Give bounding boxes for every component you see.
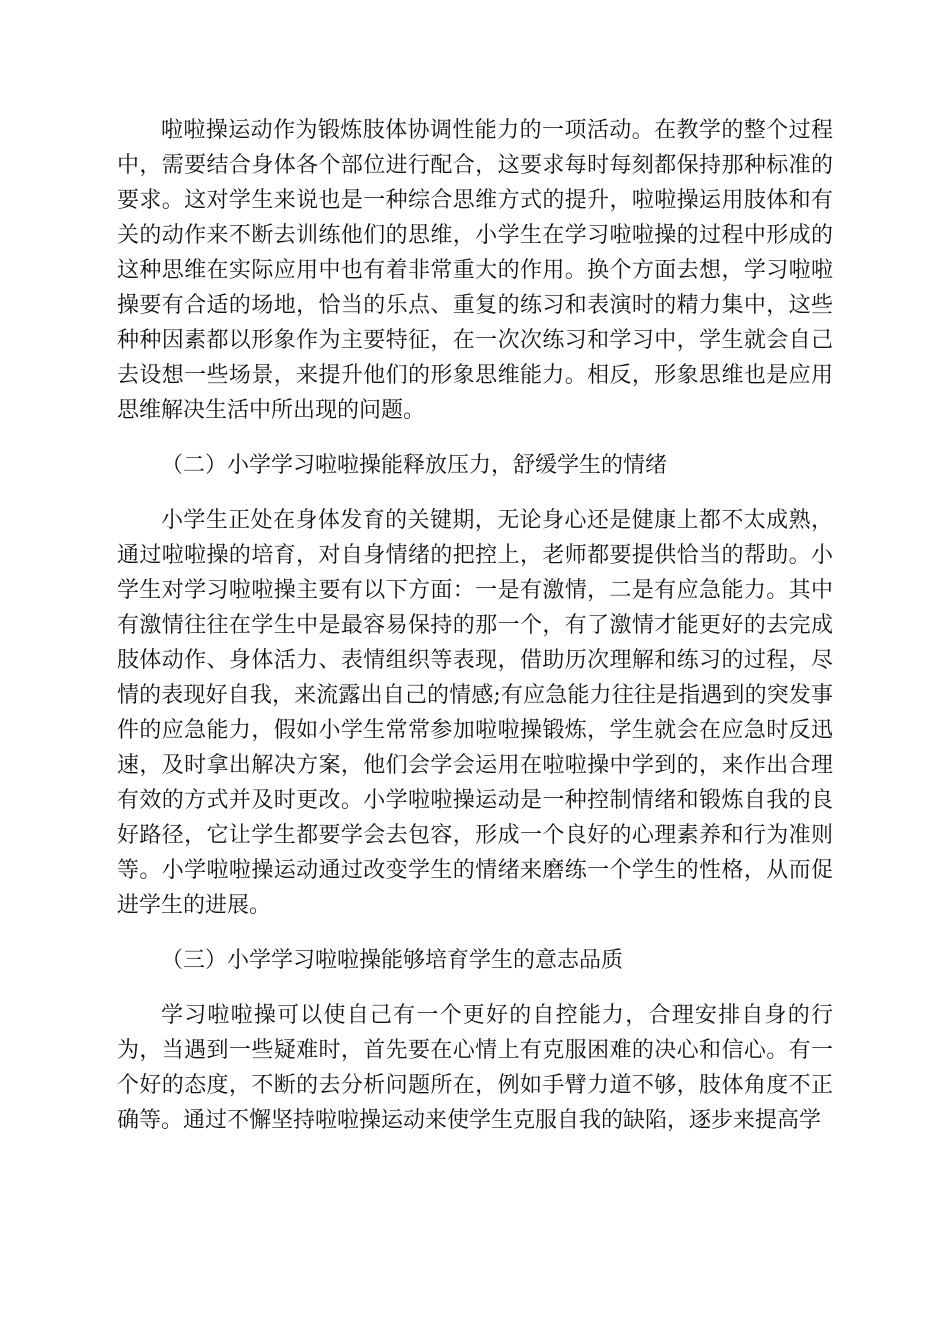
section-heading-3: （三）小学学习啦啦操能够培育学生的意志品质	[161, 948, 624, 973]
section-heading-2: （二）小学学习啦啦操能释放压力，舒缓学生的情绪	[161, 453, 668, 478]
paragraph-image-thinking: 啦啦操运动作为锻炼肢体协调性能力的一项活动。在教学的整个过程中，需要结合身体各个部位进行配合，这要求每时每刻都保持那种标准的要求。这对学生来说也是一种综合思维方式的提升，啦啦操运用肢体和有关的动作来不断去训练他们的思维，小学生在学习啦啦操的过程中形成的这种思维在实际应用中也有着非常重大的作用。换个方面去想，学习啦啦操要有合适的场地，恰当的乐点、重复的练习和表演时的精力集中，这些种种因素都以形象作为主要特征，在一次次练习和学习中，学生就会自己去设想一些场景，来提升他们的形象思维能力。相反，形象思维也是应用思维解决生活中所出现的问题。	[117, 118, 833, 423]
paragraph-willpower: 学习啦啦操可以使自己有一个更好的自控能力，合理安排自身的行为，当遇到一些疑难时，首先要在心情上有克服困难的决心和信心。有一个好的态度，不断的去分析问题所在，例如手臂力道不够，肢体角度不正确等。通过不懈坚持啦啦操运动来使学生克服自我的缺陷，逐步来提高学	[117, 1003, 833, 1133]
paragraph-emotion: 小学生正处在身体发育的关键期，无论身心还是健康上都不太成熟，通过啦啦操的培育，对自身情绪的把控上，老师都要提供恰当的帮助。小学生对学习啦啦操主要有以下方面：一是有激情，二是有应急能力。其中有激情往往在学生中是最容易保持的那一个，有了激情才能更好的去完成肢体动作、身体活力、表情组织等表现，借助历次理解和练习的过程，尽情的表现好自我，来流露出自己的情感;有应急能力往往是指遇到的突发事件的应急能力，假如小学生常常参加啦啦操锻炼，学生就会在应急时反迅速，及时拿出解决方案，他们会学会运用在啦啦操中学到的，来作出合理有效的方式并及时更改。小学啦啦操运动是一种控制情绪和锻炼自我的良好路径，它让学生都要学会去包容，形成一个良好的心理素养和行为准则等。小学啦啦操运动通过改变学生的情绪来磨练一个学生的性格，从而促进学生的进展。	[117, 508, 833, 918]
document-page	[117, 113, 833, 1138]
